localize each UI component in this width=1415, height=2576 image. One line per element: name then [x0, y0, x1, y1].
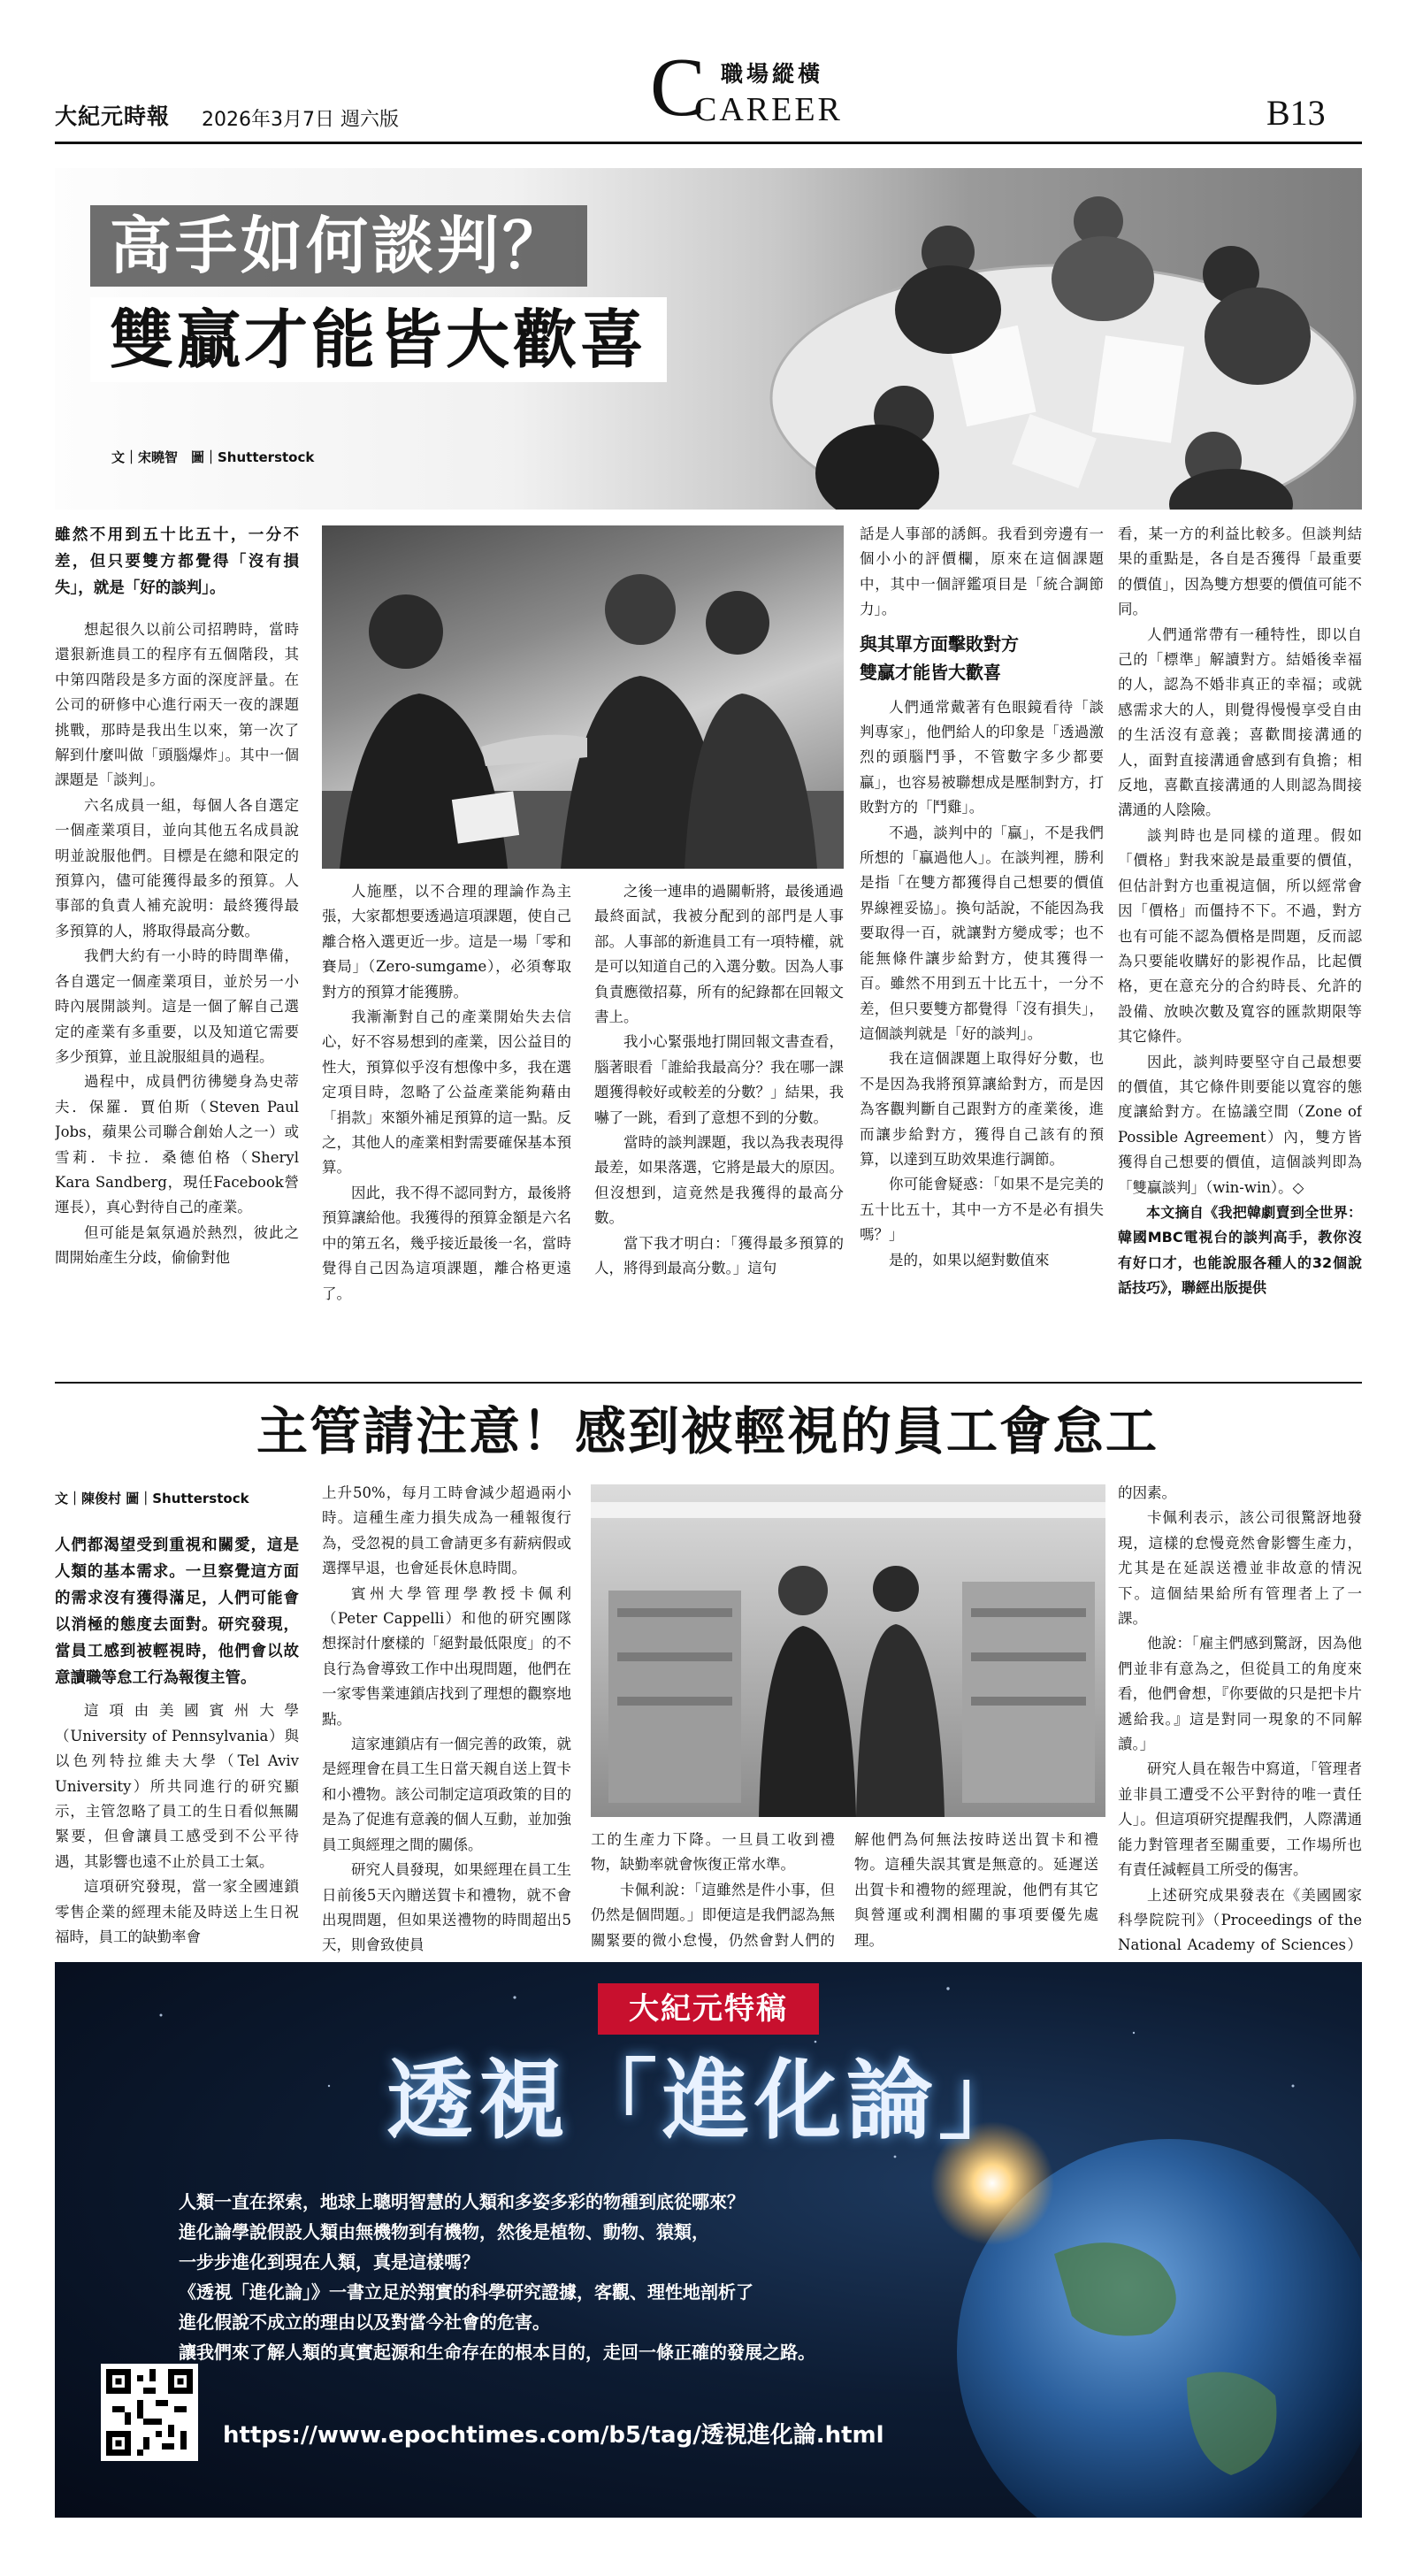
article2-paragraph: 卡佩利說：「這雖然是件小事，但仍然是個問題。」即便這是我們認為無關緊要的微小怠慢，仍然會對人們的	[591, 1881, 835, 1949]
ad-copy-line: 一步步進化到現在人類，真是這樣嗎？	[179, 2251, 479, 2273]
article1-paragraph: 因此，談判時要堅守自己最想要的價值，其它條件則要能以寬容的態度讓給對方。在協議空間（Zone of Possible Agreement）內，雙方皆獲得自己想要的價值，這個談判即為「雙贏談判」（win-win）。◇	[1118, 1053, 1362, 1196]
article1-paragraph: 我們大約有一小時的時間準備，各自選定一個產業項目，並於另一小時內展開談判。這是一個了解自己選定的產業有多重要，以及知道它需要多少預算，並且說服組員的過程。	[55, 947, 299, 1065]
article1-paragraph: 人施壓，以不合理的理論作為主張，大家都想要透過這項課題，使自己離合格入選更近一步。這是一場「零和賽局」（Zero-sumgame），必須奪取對方的預算才能獲勝。	[322, 883, 571, 1000]
article2-col4	[854, 1828, 1098, 1953]
article2-col1	[55, 1481, 299, 1953]
article1-paragraph: 想起很久以前公司招聘時，當時還狠新進員工的程序有五個階段，其中第四階段是多方面的深度評量。在公司的研修中心進行兩天一夜的課題挑戰，那時是我出生以來，第一次了解到什麼叫做「頭腦爆炸」。其中一個課題是「談判」。	[55, 621, 299, 789]
hero-photo	[55, 168, 1362, 510]
ad-copy-line: 讓我們來了解人類的真實起源和生命存在的根本目的，走回一條正確的發展之路。	[179, 2342, 815, 2363]
article2-paragraph: 研究人員發現，如果經理在員工生日前後5天內贈送賀卡和禮物，就不會出現問題，但如果送禮物的時間超出5天，則會致使員	[322, 1861, 571, 1953]
article1-paragraph: 六名成員一組，每個人各自選定一個產業項目，並向其他五名成員說明並說服他們。目標是在總和限定的預算內，儘可能獲得最多的預算。人事部的負責人補充說明：最終獲得最多預算的人，將取得最高分數。	[55, 796, 299, 939]
article1-source-note: 本文摘自《我把韓劇賣到全世界：韓國MBC電視台的談判高手，教你沒有好口才，也能說服各種人的32個說話技巧》，聯經出版提供	[1118, 1203, 1362, 1297]
evolution-ad-banner[interactable]	[55, 1962, 1362, 2518]
article2-col3	[591, 1828, 835, 1953]
ad-copy-line: 進化論學說假設人類由無機物到有機物，然後是植物、動物、猿類，	[179, 2221, 709, 2242]
hero-title-line1: 高手如何談判？	[110, 210, 568, 282]
section-title-cn: 職場縱橫	[721, 61, 824, 87]
hero-title-line2: 雙贏才能皆大歡喜	[110, 303, 648, 377]
article2-paragraph: 的因素。	[1118, 1484, 1176, 1501]
article1-col1	[55, 522, 299, 1369]
article1-paragraph: 當下我才明白：「獲得最多預算的人，將得到最高分數。」這句	[594, 1234, 844, 1277]
article1-paragraph: 談判時也是同樣的道理。假如「價格」對我來說是最重要的價值，但估計對方也重視這個，所以經常會因「價格」而僵持不下。不過，對方也有可能不認為價格是問題，反而認為只要能收購好的影視作品，比起價格，更在意充分的合約時長、允許的設備、放映次數及寬容的匯款期限等其它條件。	[1118, 826, 1362, 1046]
article2-paragraph: 解他們為何無法按時送出賀卡和禮物。這種失誤其實是無意的。延遲送出賀卡和禮物的經理說，他們有其它與營運或利潤相關的事項要優先處理。	[854, 1831, 1098, 1949]
article1-paragraph: 話是人事部的誘餌。我看到旁邊有一個小小的評價欄，原來在這個課題中，其中一個評鑑項目是「統合調節力」。	[860, 525, 1104, 618]
ad-url-link[interactable]: https://www.epochtimes.com/b5/tag/透視進化論.html	[223, 2422, 884, 2449]
article1-paragraph: 你可能會疑惑：「如果不是完美的五十比五十，其中一方不是必有損失嗎？」	[860, 1176, 1104, 1244]
ad-title: 透視「進化論」	[386, 2051, 1030, 2151]
article1-paragraph: 我漸漸對自己的產業開始失去信心，好不容易想到的產業，因公益目的性大，預算似乎沒有想像中多，我在選定項目時，忽略了公益產業能夠藉由「捐款」來額外補足預算的這一點。反之，其他人的產業相對需要確保基本預算。	[322, 1008, 571, 1177]
article2-paragraph: 賓州大學管理學教授卡佩利（Peter Cappelli）和他的研究團隊想探討什麼樣的「絕對最低限度」的不良行為會導致工作中出現問題，他們在一家零售業連鎖店找到了理想的觀察地點。	[322, 1584, 571, 1728]
article1-col2	[322, 879, 571, 1375]
hero-title-box-1	[90, 205, 587, 287]
article-divider	[55, 1382, 1362, 1384]
section-logo	[650, 42, 871, 134]
article2-credit: 文｜陳俊村 圖｜Shutterstock	[55, 1491, 249, 1506]
ad-copy-line: 《透視「進化論」》一書立足於翔實的科學研究證據，客觀、理性地剖析了	[179, 2281, 753, 2303]
ad-copy	[179, 2187, 1063, 2367]
article1-col3	[594, 879, 844, 1375]
article1-paragraph: 人們通常戴著有色眼鏡看待「談判專家」，他們給人的印象是「透過激烈的頭腦鬥爭，不管數字多少都要贏」，也容易被聯想成是壓制對方，打敗對方的「鬥雞」。	[860, 698, 1104, 816]
issue-date: 2026年3月7日 週六版	[202, 109, 399, 131]
store-staff-photo	[591, 1484, 1105, 1817]
article2-title: 主管請注意！感到被輕視的員工會怠工	[256, 1401, 1159, 1461]
article1-paragraph: 之後一連串的過關斬將，最後通過最終面試，我被分配到的部門是人事部。人事部的新進員工有一項特權，就是可以知道自己的入選分數。因為人事負責應徵招募，所有的紀錄都在回報文書上。	[594, 883, 844, 1026]
article2-paragraph: 這項由美國賓州大學（University of Pennsylvania）與以色列特拉維夫大學（Tel Aviv University）所共同進行的研究顯示，主管忽略了員工的生日看似無關緊要，但會讓員工感受到不公平待遇，其影響也遠不止於員工士氣。	[55, 1702, 299, 1870]
section-title-en: CAREER	[694, 91, 843, 128]
article2-paragraph: 卡佩利表示，該公司很驚訝地發現，這樣的怠慢竟然會影響生產力，尤其是在延誤送禮並非故意的情況下。這個結果給所有管理者上了一課。	[1118, 1509, 1362, 1628]
article1-paragraph: 不過，談判中的「贏」，不是我們所想的「贏過他人」。在談判裡，勝利是指「在雙方都獲得自己想要的價值界線裡妥協」。換句話說，不能因為我要取得一百，就讓對方變成零；也不能無條件讓步給對方，使其獲得一百。雖然不用到五十比五十，一分不差，但只要雙方都覺得「沒有損失」，這個談判就是「好的談判」。	[860, 824, 1104, 1042]
page-number: B13	[1266, 93, 1326, 133]
qr-code[interactable]	[101, 2364, 198, 2461]
article2-paragraph: 這項研究發現，當一家全國連鎖零售企業的經理未能及時送上生日祝福時，員工的缺勤率會	[55, 1878, 299, 1946]
article1-col4	[860, 522, 1104, 1375]
article1-col5	[1118, 522, 1362, 1375]
article1-paragraph: 但可能是氣氛過於熱烈，彼此之間開始產生分歧，偷偷對他	[55, 1223, 299, 1267]
article1-paragraph: 當時的談判課題，我以為我表現得最差，如果落選，它將是最大的原因。但沒想到，這竟然是我獲得的最高分數。	[594, 1134, 844, 1227]
section-big-c: C	[650, 42, 706, 134]
article2-lead: 人們都渴望受到重視和關愛，這是人類的基本需求。一旦察覺這方面的需求沒有獲得滿足，人們可能會以消極的態度去面對。研究發現，當員工感到被輕視時，他們會以故意讀職等怠工行為報復主管。	[55, 1537, 299, 1688]
article2-col5	[1118, 1481, 1362, 1953]
header-rule	[55, 142, 1362, 144]
article2-paragraph: 工的生產力下降。一旦員工收到禮物，缺勤率就會恢復正常水準。	[591, 1831, 835, 1874]
article2-paragraph: 研究人員在報告中寫道，「管理者並非員工遭受不公平對待的唯一責任人」。但這項研究提醒我們，人際溝通能力對管理者至關重要，工作場所也有責任減輕員工所受的傷害。	[1118, 1760, 1362, 1879]
hero-title-box-2	[90, 297, 667, 382]
masthead-logo: 大紀元時報	[55, 104, 171, 129]
article1-paragraph: 人們通常帶有一種特性，即以自己的「標準」解讀對方。結婚後幸福的人，認為不婚非真正的幸福；或就感需求大的人，則覺得慢慢享受自由的生活沒有意義；喜歡間接溝通的人，面對直接溝通會感到有負擔；相反地，喜歡直接溝通的人則認為間接溝通的人陰險。	[1118, 625, 1362, 819]
article2-paragraph: 他說：「雇主們感到驚訝，因為他們並非有意為之，但從員工的角度來看，他們會想，『你要做的只是把卡片遞給我。』這是對同一現象的不同解讀。」	[1118, 1635, 1362, 1753]
handshake-photo	[322, 525, 844, 869]
article1-paragraph: 是的，如果以絕對數值來	[889, 1251, 1050, 1269]
article1-lead: 雖然不用到五十比五十，一分不差，但只要雙方都覺得「沒有損失」，就是「好的談判」。	[55, 526, 299, 597]
article1-paragraph: 過程中，成員們彷彿變身為史蒂夫．保羅．賈伯斯（Steven Paul Jobs，蘋果公司聯合創始人之一）或雪莉．卡拉．桑德伯格（Sheryl Kara Sandberg，現任Facebook營運長），真心對待自己的產業。	[55, 1073, 299, 1216]
ad-badge: 大紀元特稿	[598, 1983, 819, 2035]
article1-paragraph: 看，某一方的利益比較多。但談判結果的重點是，各自是否獲得「最重要的價值」，因為雙方想要的價值可能不同。	[1118, 525, 1362, 618]
ad-copy-line: 進化假說不成立的理由以及對當今社會的危害。	[179, 2312, 550, 2333]
article1-subheading: 與其單方面擊敗對方 雙贏才能皆大歡喜	[860, 632, 1019, 683]
article2-col2	[322, 1481, 571, 1953]
article1-paragraph: 因此，我不得不認同對方，最後將預算讓給他。我獲得的預算金額是六名中的第五名，幾乎接近最後一名，當時覺得自己因為這項課題，離合格更遠了。	[322, 1184, 571, 1302]
article1-credit: 文｜宋曉智 圖｜Shutterstock	[111, 449, 315, 465]
article1-paragraph: 我在這個課題上取得好分數，也不是因為我將預算讓給對方，而是因為客觀判斷自己跟對方的產業後，進而讓步給對方，獲得自己該有的預算，以達到互助效果進行調節。	[860, 1050, 1104, 1168]
article2-paragraph: 這家連鎖店有一個完善的政策，就是經理會在員工生日當天親自送上賀卡和小禮物。該公司制定這項政策的目的是為了促進有意義的個人互動，並加強員工與經理之間的關係。	[322, 1736, 571, 1853]
article2-paragraph: 上升50%，每月工時會減少超過兩小時。這種生產力損失成為一種報復行為，受忽視的員工會請更多有薪病假或選擇早退，也會延長休息時間。	[322, 1484, 571, 1577]
article1-paragraph: 我小心緊張地打開回報文書查看，腦著眼看「誰給我最高分？我在哪一課題獲得較好或較差的分數？」結果，我嚇了一跳，看到了意想不到的分數。	[594, 1033, 844, 1126]
ad-copy-line: 人類一直在探索，地球上聰明智慧的人類和多姿多彩的物種到底從哪來？	[179, 2191, 745, 2212]
article2-paragraph: 上述研究成果發表在《美國國家科學院院刊》（Proceedings of the National Academy of Sciences）	[1118, 1886, 1362, 1953]
